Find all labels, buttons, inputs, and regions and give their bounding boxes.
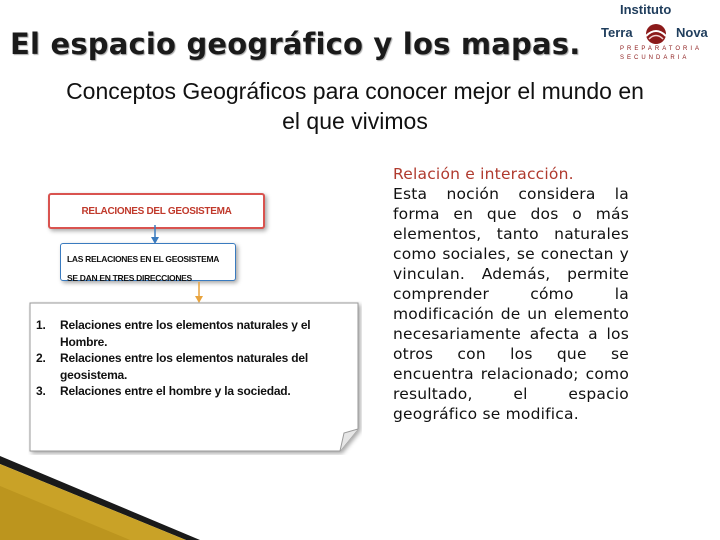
list-item [36,350,336,383]
logo-emblem-icon [640,22,672,46]
logo-text-left: Terra [601,25,633,40]
concept-heading: Relación e interacción. [393,165,574,183]
relations-list [36,317,336,400]
slide-subtitle: Conceptos Geográficos para conocer mejor el mundo en el que vivimos [66,78,644,134]
logo-wordmark [598,22,720,42]
list-item [36,317,336,350]
geosystem-diagram [28,187,362,455]
list-item-number: 1. [36,318,46,332]
logo-tagline-1: PREPARATORIA [620,46,703,52]
list-item-number: 3. [36,384,46,398]
list-item-text: Relaciones entre el hombre y la sociedad. [60,384,291,398]
logo-text-top: Instituto [620,2,672,17]
corner-decoration [0,456,200,540]
diagram-middle-label: LAS RELACIONES EN EL GEOSISTEMA SE DAN EN TRES DIRECCIONES [67,254,219,283]
logo-tagline-2: SECUNDARIA [620,55,690,61]
diagram-header-label: RELACIONES DEL GEOSISTEMA [81,205,232,217]
diagram-header-box [48,193,265,229]
list-item-text: Relaciones entre los elementos naturales del geosistema. [60,351,308,382]
diagram-list-box [28,301,362,455]
concept-text-block [393,164,629,424]
slide-title: El espacio geográfico y los mapas. [10,27,581,61]
list-item-text: Relaciones entre los elementos naturales y el Hombre. [60,318,311,349]
diagram-middle-box [60,243,236,281]
concept-body: Esta noción considera la forma en que dos o más elementos, tanto naturales como sociales, se conectan y vinculan. Además, permite comprender cómo la modificación de un elemento necesariamente afecta a los otros con los que se encuentra relacionado; como resultado, el espacio geográfico se modifica. [393,185,629,423]
arrow-down-icon [149,225,161,245]
institute-logo [598,2,720,66]
logo-text-right: Nova [676,25,708,40]
list-item-number: 2. [36,351,46,365]
list-item [36,383,336,400]
